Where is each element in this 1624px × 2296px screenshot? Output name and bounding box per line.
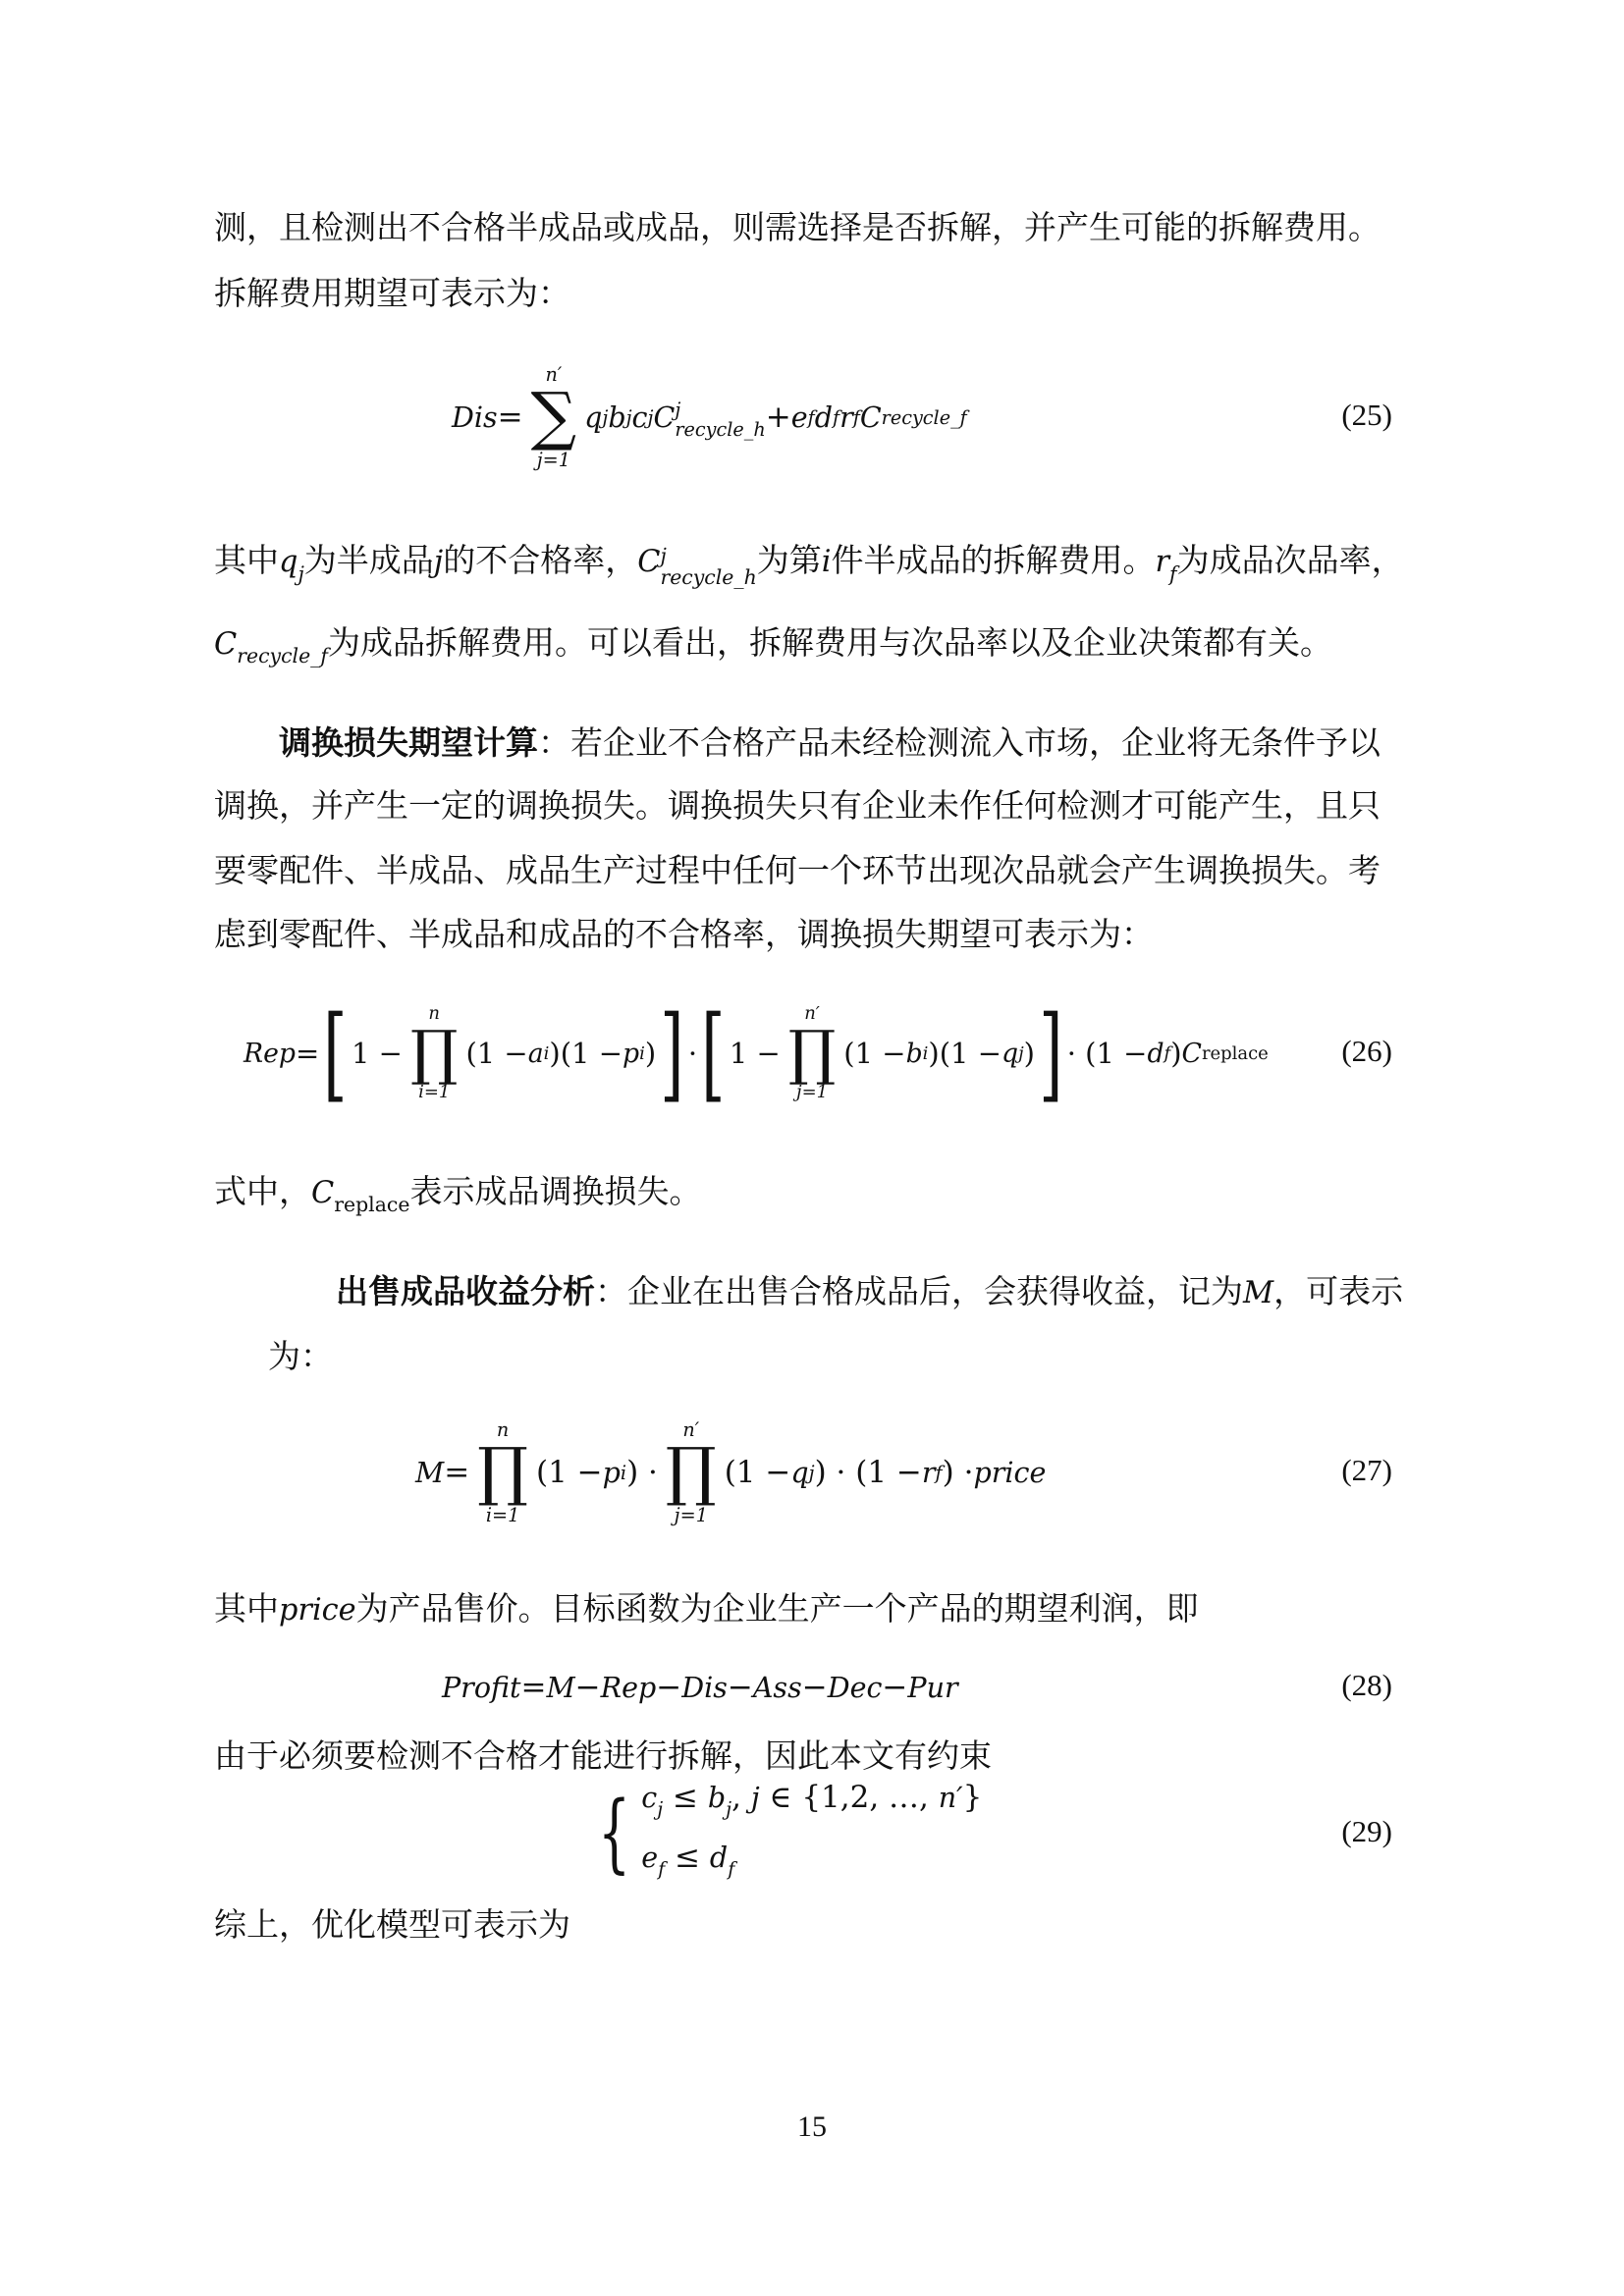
text-run: ≤	[663, 1780, 708, 1816]
math-variable: n′	[938, 1782, 963, 1815]
math-variable: M	[546, 1671, 575, 1704]
text-run: (1 −	[465, 1037, 528, 1070]
paragraph-line	[214, 852, 1380, 891]
math-variable: d	[709, 1842, 729, 1874]
text-run: 要零配件、半成品、成品生产过程中任何一个环节出现次品就会产生调换损失。考	[214, 854, 1380, 889]
equation-number: (25)	[1341, 398, 1392, 432]
text-run: 1 −	[729, 1037, 781, 1070]
math-superscript: j	[675, 398, 681, 421]
math-variable: p	[623, 1038, 640, 1069]
math-variable: e	[641, 1842, 659, 1874]
math-subscript: recycle_h	[675, 417, 766, 441]
text-run: )	[1023, 1037, 1035, 1070]
text-run: −	[727, 1670, 753, 1705]
left-brace: {	[598, 1783, 631, 1883]
math-variable: C	[653, 400, 676, 434]
math-variable: r	[1155, 545, 1169, 580]
paragraph-line	[214, 916, 1154, 955]
text-run: 综上，优化模型可表示为	[214, 1908, 570, 1944]
equation-25	[452, 339, 967, 496]
math-variable: q	[279, 545, 298, 580]
equation-29	[587, 1780, 983, 1883]
upper-limit: n′	[682, 1418, 700, 1442]
math-variable: Dec	[827, 1671, 883, 1704]
text-run: =	[295, 1037, 320, 1070]
text-run: 由于必须要检测不合格才能进行拆解，因此本文有约束	[214, 1739, 992, 1775]
text-run: 虑到零配件、半成品和成品的不合格率，调换损失期望可表示为：	[214, 918, 1154, 953]
text-run: ) · (1 −	[814, 1455, 922, 1490]
math-subscript: replace	[1201, 1042, 1269, 1064]
math-variable: C	[637, 545, 661, 580]
text-run: 件半成品的拆解费用。	[831, 544, 1156, 580]
text-run: 其中	[214, 544, 279, 580]
product-operator	[666, 1419, 717, 1524]
upper-limit: n′	[545, 363, 563, 387]
equation-27	[415, 1394, 1046, 1551]
case-row	[641, 1774, 982, 1834]
page-number: 15	[797, 2110, 827, 2143]
product-operator	[477, 1419, 528, 1524]
text-run: ) ·	[942, 1455, 974, 1490]
text-run: 测，且检测出不合格半成品或成品，则需选择是否拆解，并产生可能的拆解费用。	[214, 211, 1380, 246]
math-subscript: f	[935, 1461, 943, 1484]
text-run: · (1 −	[1066, 1037, 1148, 1070]
math-variable: Ass	[752, 1671, 802, 1704]
math-sub-superscript	[660, 546, 756, 588]
text-run: )(1 −	[549, 1037, 623, 1070]
text-run: (1 −	[843, 1037, 906, 1070]
text-run: 表示成品调换损失。	[409, 1175, 702, 1210]
math-subscript: i	[639, 1042, 645, 1064]
paragraph-line	[214, 787, 1380, 827]
math-variable: q	[1001, 1038, 1019, 1069]
text-run: ,	[731, 1780, 751, 1816]
math-subscript: f	[807, 405, 815, 429]
text-run: +	[765, 400, 791, 435]
equation-number: (28)	[1341, 1668, 1392, 1702]
math-variable: Rep	[244, 1038, 296, 1069]
product-operator	[410, 1004, 458, 1102]
math-variable: C	[1181, 1038, 1202, 1069]
text-run: )	[1170, 1037, 1182, 1070]
text-run: }	[962, 1780, 983, 1816]
text-run: =	[497, 400, 523, 435]
text-run: −	[656, 1670, 682, 1705]
math-variable: q	[790, 1456, 809, 1489]
text-run: −	[574, 1670, 601, 1705]
equation-number: (27)	[1341, 1453, 1392, 1487]
text-run: −	[801, 1670, 828, 1705]
math-subscript: i	[922, 1042, 929, 1064]
math-variable: Dis	[452, 400, 498, 434]
paragraph-line	[214, 624, 1332, 675]
math-subscript: j	[726, 1798, 732, 1821]
equation-number: (26)	[1341, 1034, 1392, 1068]
paragraph-line	[214, 1737, 992, 1777]
math-variable: price	[973, 1456, 1047, 1489]
text-run: ：若企业不合格产品未经检测流入市场，企业将无条件予以	[538, 726, 1380, 762]
math-variable: r	[921, 1456, 936, 1489]
math-variable: j	[433, 545, 444, 580]
math-subscript: j	[1018, 1042, 1024, 1064]
math-variable: Dis	[681, 1671, 728, 1704]
text-run: =	[520, 1670, 547, 1705]
product-operator	[788, 1004, 836, 1102]
text-run: (1 −	[536, 1455, 603, 1490]
math-variable: M	[1243, 1276, 1274, 1310]
text-run: 调换，并产生一定的调换损失。调换损失只有企业未作任何检测才可能产生，且只	[214, 789, 1380, 825]
right-bracket: ]	[660, 992, 684, 1113]
text-run: ) ·	[626, 1455, 658, 1490]
text-run: ：企业在出售合格成品后，会获得收益，记为	[595, 1275, 1243, 1310]
math-subscript: j	[647, 405, 654, 429]
math-variable: M	[415, 1456, 445, 1489]
text-run: ∈ {1,2, …,	[759, 1780, 939, 1816]
lower-limit: j=1	[796, 1082, 829, 1103]
upper-limit: n	[496, 1418, 510, 1442]
math-variable: e	[790, 400, 808, 434]
text-run: 其中	[214, 1592, 279, 1628]
math-subscript: j	[657, 1798, 664, 1821]
math-variable: j	[750, 1782, 760, 1815]
pi-symbol: ∏	[477, 1435, 528, 1510]
text-run: 为产品售价。目标函数为企业生产一个产品的期望利润，即	[355, 1592, 1199, 1628]
cases-block	[587, 1774, 982, 1893]
paragraph-line	[336, 1273, 1403, 1313]
math-subscript: recycle_h	[660, 564, 757, 589]
case-row	[641, 1834, 982, 1894]
math-subscript: j	[808, 1461, 815, 1484]
math-subscript: f	[852, 405, 860, 429]
equation-28	[442, 1668, 958, 1707]
paragraph-line	[214, 1906, 570, 1946]
text-run: )(1 −	[928, 1037, 1002, 1070]
text-run: ，可表示	[1273, 1275, 1404, 1310]
text-run: (1 −	[724, 1455, 791, 1490]
math-variable: r	[839, 400, 853, 434]
text-run: 为成品次品率，	[1176, 544, 1404, 580]
math-variable: c	[641, 1782, 658, 1815]
math-variable: d	[1147, 1038, 1164, 1069]
equation-number: (29)	[1341, 1814, 1392, 1848]
pi-symbol: ∏	[787, 1017, 837, 1088]
text-run: 拆解费用期望可表示为：	[214, 277, 570, 312]
equation-26	[244, 975, 1269, 1132]
math-subscript: f	[832, 405, 840, 429]
math-variable: C	[311, 1176, 335, 1210]
math-variable: b	[707, 1782, 727, 1815]
math-subscript: f	[1164, 1042, 1171, 1064]
text-run: ·	[687, 1037, 698, 1070]
math-variable: q	[584, 400, 603, 434]
paragraph-line	[214, 275, 570, 314]
cases-rows	[641, 1774, 982, 1893]
left-bracket: [	[701, 992, 726, 1113]
paragraph-line	[279, 724, 1380, 764]
text-run: =	[444, 1455, 470, 1490]
math-subscript: j	[625, 405, 632, 429]
math-subscript: i	[620, 1461, 627, 1484]
math-subscript: j	[298, 561, 304, 586]
bold-run-in-heading: 出售成品收益分析	[336, 1275, 595, 1310]
text-run: 为成品拆解费用。可以看出，拆解费用与次品率以及企业决策都有关。	[327, 626, 1332, 662]
text-run: ≤	[665, 1840, 710, 1875]
math-variable: i	[821, 545, 832, 580]
math-sub-superscript	[675, 400, 765, 440]
math-subscript: f	[1169, 561, 1177, 586]
math-variable: b	[608, 400, 626, 434]
right-bracket: ]	[1039, 992, 1063, 1113]
math-variable: Rep	[600, 1671, 657, 1704]
math-variable: Pur	[907, 1671, 958, 1704]
lower-limit: j=1	[536, 448, 570, 471]
pi-symbol: ∏	[409, 1017, 459, 1088]
math-variable: a	[527, 1038, 544, 1069]
math-subscript: i	[543, 1042, 550, 1064]
bold-run-in-heading: 调换损失期望计算	[279, 726, 538, 762]
math-superscript: j	[660, 544, 667, 568]
paragraph-line	[214, 540, 1404, 593]
math-variable: Profit	[442, 1671, 521, 1704]
math-variable: C	[214, 627, 238, 662]
paragraph-line	[214, 1590, 1199, 1630]
paragraph-line	[214, 1173, 701, 1224]
math-subscript: recycle_f	[881, 405, 967, 429]
text-run: −	[882, 1670, 908, 1705]
math-subscript: replace	[334, 1193, 410, 1217]
lower-limit: i=1	[485, 1503, 520, 1526]
text-run: 为半成品	[303, 544, 434, 580]
text-run: 的不合格率，	[443, 544, 638, 580]
pi-symbol: ∏	[665, 1435, 717, 1510]
math-variable: price	[279, 1593, 356, 1628]
math-subscript: j	[602, 405, 609, 429]
left-bracket: [	[323, 992, 348, 1113]
sigma-symbol: ∑	[530, 380, 577, 454]
math-subscript: f	[658, 1857, 666, 1881]
upper-limit: n	[428, 1002, 440, 1024]
text-run: 式中，	[214, 1175, 311, 1210]
math-variable: c	[631, 400, 648, 434]
math-subscript: f	[728, 1857, 735, 1881]
lower-limit: j=1	[674, 1503, 708, 1526]
paragraph-line	[268, 1338, 333, 1377]
math-variable: C	[859, 400, 882, 434]
lower-limit: i=1	[418, 1082, 451, 1103]
math-variable: b	[905, 1038, 923, 1069]
text-run: 为第	[756, 544, 822, 580]
text-run: 1 −	[352, 1037, 403, 1070]
summation-operator	[531, 364, 576, 469]
text-run: )	[644, 1037, 657, 1070]
paragraph-line	[214, 209, 1380, 248]
math-subscript: recycle_f	[237, 644, 328, 668]
math-variable: d	[814, 400, 833, 434]
math-variable: p	[602, 1456, 621, 1489]
upper-limit: n′	[804, 1002, 820, 1024]
text-run: 为：	[268, 1340, 333, 1375]
